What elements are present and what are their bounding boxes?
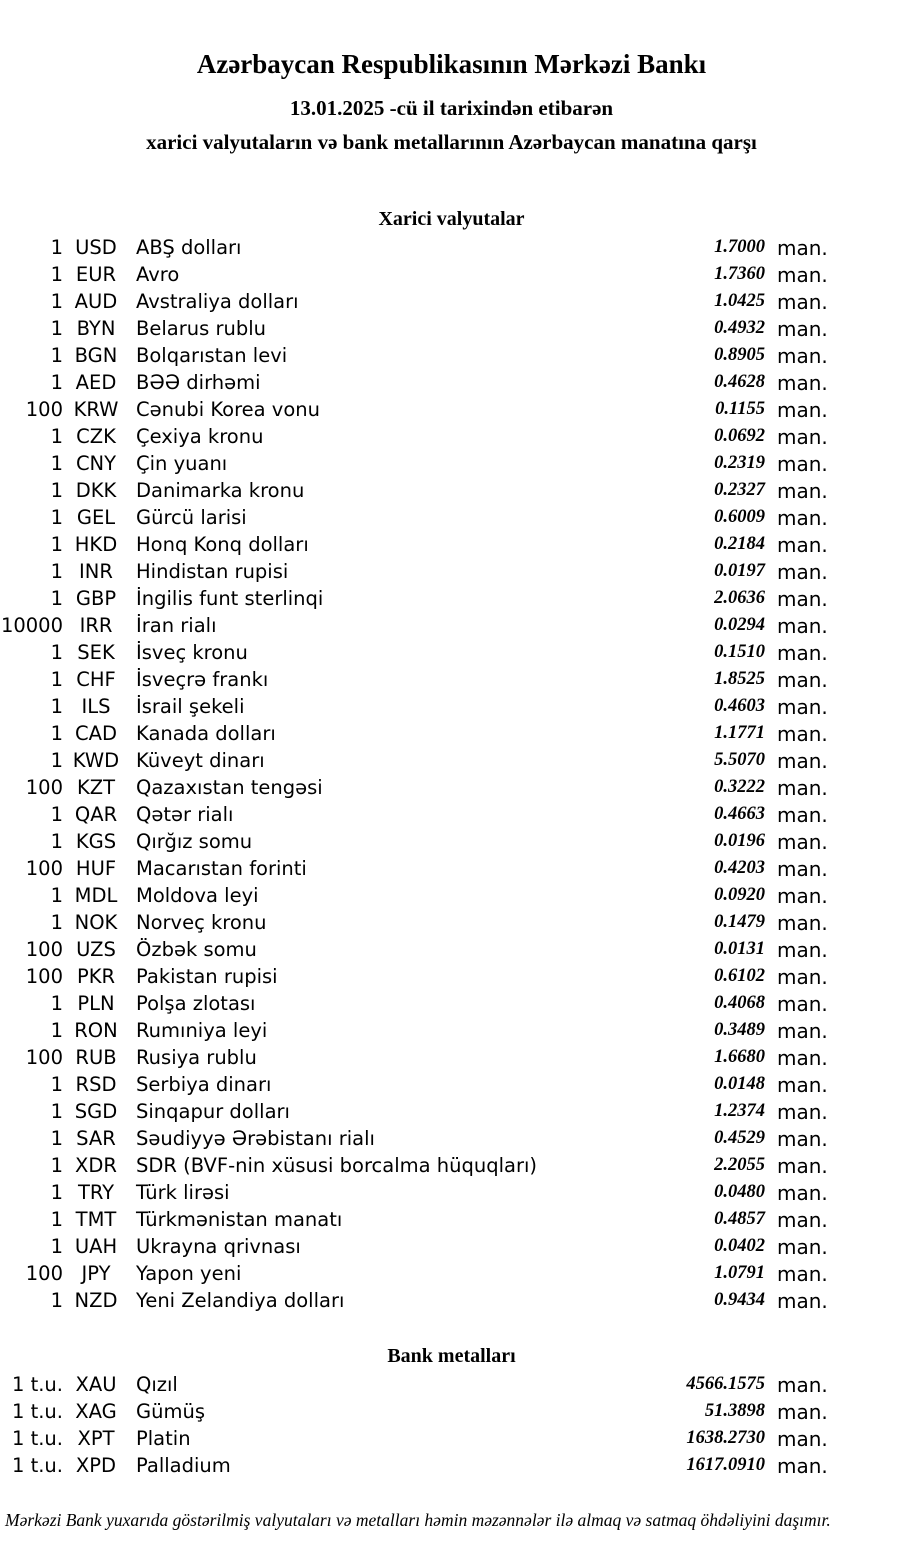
currency-quantity-cell: 1 (50, 560, 63, 583)
currency-rate-cell: 0.1510 (714, 642, 765, 662)
currency-unit-cell: man. (777, 397, 828, 422)
currency-row (0, 1179, 903, 1206)
metal-unit-cell: man. (777, 1372, 828, 1397)
currency-name-cell: Polşa zlotası (136, 992, 256, 1015)
currency-unit-cell: man. (777, 802, 828, 827)
currency-unit-cell: man. (777, 991, 828, 1016)
currency-name-cell: Cənubi Korea vonu (136, 398, 320, 421)
currency-name-cell: Norveç kronu (136, 911, 267, 934)
currency-code-cell: AUD (74, 290, 118, 313)
currency-unit-cell: man. (777, 613, 828, 638)
currency-quantity-cell: 1 (50, 911, 63, 934)
currency-rate-cell: 0.0480 (714, 1182, 765, 1202)
currency-rate-cell: 1.7360 (714, 264, 765, 284)
currency-unit-cell: man. (777, 910, 828, 935)
metal-name-cell: Gümüş (136, 1400, 205, 1423)
currency-row (0, 990, 903, 1017)
currency-code-cell: RUB (75, 1046, 117, 1069)
currency-rate-cell: 0.1479 (714, 912, 765, 932)
currency-code-cell: CAD (75, 722, 117, 745)
currency-unit-cell: man. (777, 721, 828, 746)
currency-quantity-cell: 1 (50, 695, 63, 718)
currency-code-cell: IRR (79, 614, 113, 637)
currency-name-cell: İngilis funt sterlinqi (136, 587, 324, 610)
currency-name-cell: Honq Konq dolları (136, 533, 309, 556)
currency-rate-cell: 2.2055 (714, 1155, 765, 1175)
currency-rate-cell: 2.0636 (714, 588, 765, 608)
currency-row (0, 720, 903, 747)
currency-quantity-cell: 1 (50, 263, 63, 286)
currency-name-cell: Hindistan rupisi (136, 560, 289, 583)
currency-quantity-cell: 1 (50, 1289, 63, 1312)
currency-quantity-cell: 1 (50, 1235, 63, 1258)
currency-row (0, 774, 903, 801)
currency-unit-cell: man. (777, 262, 828, 287)
currency-name-cell: Türkmənistan manatı (136, 1208, 343, 1231)
currency-row (0, 288, 903, 315)
currency-row (0, 963, 903, 990)
currency-quantity-cell: 100 (25, 857, 63, 880)
currency-code-cell: MDL (74, 884, 118, 907)
currency-code-cell: BGN (74, 344, 118, 367)
currency-unit-cell: man. (777, 343, 828, 368)
currency-name-cell: Avro (136, 263, 180, 286)
currency-quantity-cell: 1 (50, 884, 63, 907)
currency-name-cell: Avstraliya dolları (136, 290, 299, 313)
currency-rate-cell: 0.4529 (714, 1128, 765, 1148)
currency-quantity-cell: 1 (50, 1181, 63, 1204)
currency-quantity-cell: 100 (25, 965, 63, 988)
currency-row (0, 639, 903, 666)
currency-rate-cell: 1.0425 (714, 291, 765, 311)
currency-unit-cell: man. (777, 370, 828, 395)
currency-name-cell: Çin yuanı (136, 452, 228, 475)
currency-code-cell: KGS (75, 830, 117, 853)
currency-row (0, 1125, 903, 1152)
currency-rate-cell: 0.0131 (714, 939, 765, 959)
currency-row (0, 612, 903, 639)
currency-name-cell: Çexiya kronu (136, 425, 264, 448)
currency-code-cell: DKK (75, 479, 117, 502)
currency-code-cell: AED (75, 371, 117, 394)
currency-row (0, 666, 903, 693)
currency-quantity-cell: 1 (50, 317, 63, 340)
metal-rate-cell: 1617.0910 (686, 1455, 765, 1475)
currency-rate-cell: 0.2319 (714, 453, 765, 473)
currency-unit-cell: man. (777, 748, 828, 773)
currency-code-cell: XDR (75, 1154, 117, 1177)
currency-row (0, 801, 903, 828)
currency-code-cell: CNY (75, 452, 117, 475)
currency-row (0, 396, 903, 423)
currency-unit-cell: man. (777, 1180, 828, 1205)
currency-quantity-cell: 1 (50, 371, 63, 394)
currency-name-cell: BƏƏ dirhəmi (136, 371, 261, 394)
currency-rate-cell: 1.7000 (714, 237, 765, 257)
currency-unit-cell: man. (777, 856, 828, 881)
currency-unit-cell: man. (777, 1045, 828, 1070)
currency-code-cell: QAR (74, 803, 118, 826)
currencies-section-heading: Xarici valyutalar (378, 208, 525, 230)
currency-name-cell: İsveçrə frankı (136, 668, 269, 691)
currency-code-cell: CZK (76, 425, 116, 448)
currency-row (0, 882, 903, 909)
currency-row (0, 423, 903, 450)
currency-code-cell: KZT (76, 776, 116, 799)
metal-quantity-cell: 1 t.u. (11, 1373, 63, 1396)
currency-code-cell: ILS (81, 695, 111, 718)
currency-rate-cell: 0.2184 (714, 534, 765, 554)
currency-name-cell: İsrail şekeli (136, 695, 245, 718)
currency-quantity-cell: 100 (25, 938, 63, 961)
currency-quantity-cell: 1 (50, 803, 63, 826)
metal-unit-cell: man. (777, 1426, 828, 1451)
currency-rate-cell: 0.9434 (714, 1290, 765, 1310)
currency-quantity-cell: 1 (50, 506, 63, 529)
metal-rate-cell: 4566.1575 (686, 1374, 765, 1394)
currency-quantity-cell: 1 (50, 722, 63, 745)
currency-name-cell: Belarus rublu (136, 317, 267, 340)
currency-name-cell: Yapon yeni (136, 1262, 242, 1285)
currency-rate-cell: 0.4857 (714, 1209, 765, 1229)
currency-row (0, 936, 903, 963)
currency-quantity-cell: 1 (50, 830, 63, 853)
currency-quantity-cell: 100 (25, 398, 63, 421)
currency-rate-cell: 1.6680 (714, 1047, 765, 1067)
currency-unit-cell: man. (777, 1072, 828, 1097)
currency-quantity-cell: 1 (50, 452, 63, 475)
currency-row (0, 477, 903, 504)
currency-code-cell: GEL (76, 506, 116, 529)
currency-name-cell: Sinqapur dolları (136, 1100, 290, 1123)
currency-name-cell: Kanada dolları (136, 722, 276, 745)
metal-name-cell: Palladium (136, 1454, 231, 1477)
currency-rate-cell: 0.2327 (714, 480, 765, 500)
currency-name-cell: Qırğız somu (136, 830, 253, 853)
currency-rate-cell: 0.8905 (714, 345, 765, 365)
currency-unit-cell: man. (777, 586, 828, 611)
metal-row (0, 1398, 903, 1425)
currency-row (0, 747, 903, 774)
currency-quantity-cell: 1 (50, 290, 63, 313)
currency-code-cell: HUF (75, 857, 117, 880)
currency-quantity-cell: 1 (50, 1127, 63, 1150)
currency-code-cell: INR (79, 560, 113, 583)
currency-code-cell: USD (75, 236, 117, 259)
currency-quantity-cell: 1 (50, 641, 63, 664)
subtitle-scope: xarici valyutaların və bank metallarının Azərbaycan manatına qarşı (146, 130, 757, 154)
currency-rate-cell: 0.4068 (714, 993, 765, 1013)
currency-code-cell: KWD (72, 749, 120, 772)
currency-row (0, 909, 903, 936)
currency-row (0, 369, 903, 396)
currency-quantity-cell: 1 (50, 749, 63, 772)
currency-rate-cell: 1.8525 (714, 669, 765, 689)
currency-name-cell: Macarıstan forinti (136, 857, 307, 880)
currency-unit-cell: man. (777, 316, 828, 341)
currency-name-cell: Moldova leyi (136, 884, 259, 907)
currency-row (0, 1233, 903, 1260)
metal-row (0, 1371, 903, 1398)
currency-unit-cell: man. (777, 1153, 828, 1178)
currency-name-cell: SDR (BVF-nin xüsusi borcalma hüquqları) (136, 1154, 538, 1177)
metal-quantity-cell: 1 t.u. (11, 1427, 63, 1450)
currency-code-cell: SEK (77, 641, 115, 664)
currency-quantity-cell: 1 (50, 344, 63, 367)
currency-unit-cell: man. (777, 640, 828, 665)
currency-code-cell: JPY (81, 1262, 111, 1285)
currency-row (0, 1044, 903, 1071)
currency-rate-cell: 0.6009 (714, 507, 765, 527)
currency-code-cell: TRY (77, 1181, 115, 1204)
currency-code-cell: SGD (74, 1100, 118, 1123)
currency-name-cell: Qazaxıstan tengəsi (136, 776, 323, 799)
currency-rate-cell: 0.0197 (714, 561, 765, 581)
currency-row (0, 1071, 903, 1098)
metal-unit-cell: man. (777, 1399, 828, 1424)
currency-row (0, 1287, 903, 1314)
currency-rate-cell: 1.1771 (714, 723, 765, 743)
currency-name-cell: Bolqarıstan levi (136, 344, 288, 367)
currency-name-cell: Serbiya dinarı (136, 1073, 272, 1096)
currency-unit-cell: man. (777, 1261, 828, 1286)
currency-rate-cell: 0.4628 (714, 372, 765, 392)
currency-row (0, 693, 903, 720)
currency-unit-cell: man. (777, 1234, 828, 1259)
currency-unit-cell: man. (777, 694, 828, 719)
metal-unit-cell: man. (777, 1453, 828, 1478)
currency-name-cell: İsveç kronu (136, 641, 248, 664)
currency-code-cell: NOK (74, 911, 118, 934)
currency-unit-cell: man. (777, 964, 828, 989)
currency-row (0, 261, 903, 288)
currency-row (0, 315, 903, 342)
currency-code-cell: PLN (77, 992, 115, 1015)
metal-row (0, 1425, 903, 1452)
currency-quantity-cell: 1 (50, 1100, 63, 1123)
currency-quantity-cell: 100 (25, 776, 63, 799)
currency-code-cell: PKR (76, 965, 116, 988)
currency-code-cell: UAH (74, 1235, 118, 1258)
metal-code-cell: XPT (77, 1427, 115, 1450)
currency-quantity-cell: 1 (50, 1073, 63, 1096)
currency-rate-cell: 0.0196 (714, 831, 765, 851)
currency-quantity-cell: 1 (50, 587, 63, 610)
currency-unit-cell: man. (777, 559, 828, 584)
currency-code-cell: RON (74, 1019, 118, 1042)
currency-quantity-cell: 1 (50, 425, 63, 448)
currency-rate-cell: 1.2374 (714, 1101, 765, 1121)
header (0, 0, 903, 155)
currency-row (0, 828, 903, 855)
currency-unit-cell: man. (777, 1207, 828, 1232)
currency-rate-cell: 0.4603 (714, 696, 765, 716)
currency-quantity-cell: 100 (25, 1262, 63, 1285)
currency-rate-cell: 0.4932 (714, 318, 765, 338)
currency-code-cell: UZS (76, 938, 116, 961)
currency-row (0, 531, 903, 558)
metal-rate-cell: 1638.2730 (686, 1428, 765, 1448)
currency-row (0, 1260, 903, 1287)
currency-unit-cell: man. (777, 451, 828, 476)
currency-quantity-cell: 1 (50, 533, 63, 556)
currency-name-cell: Gürcü larisi (136, 506, 247, 529)
metal-name-cell: Platin (136, 1427, 191, 1450)
currency-name-cell: Pakistan rupisi (136, 965, 278, 988)
currency-code-cell: KRW (73, 398, 119, 421)
metal-rate-cell: 51.3898 (704, 1401, 765, 1421)
currency-rate-cell: 1.0791 (714, 1263, 765, 1283)
currency-row (0, 342, 903, 369)
currency-unit-cell: man. (777, 289, 828, 314)
currency-unit-cell: man. (777, 505, 828, 530)
currency-name-cell: Ukrayna qrivnası (136, 1235, 301, 1258)
currency-quantity-cell: 1 (50, 668, 63, 691)
footer-note: Mərkəzi Bank yuxarıda göstərilmiş valyutaları və metalları həmin məzənnələr ilə almaq və satmaq öhdəliyini daşımır. (5, 1510, 831, 1530)
metal-code-cell: XPD (75, 1454, 117, 1477)
currency-row (0, 558, 903, 585)
currency-row (0, 504, 903, 531)
currency-name-cell: Rumıniya leyi (136, 1019, 268, 1042)
currency-code-cell: RSD (75, 1073, 117, 1096)
currency-rate-cell: 0.0920 (714, 885, 765, 905)
currency-rate-cell: 0.0148 (714, 1074, 765, 1094)
currency-row (0, 1017, 903, 1044)
currency-unit-cell: man. (777, 532, 828, 557)
currency-name-cell: Rusiya rublu (136, 1046, 257, 1069)
currency-row (0, 234, 903, 261)
currency-code-cell: EUR (75, 263, 117, 286)
currency-rate-cell: 0.0692 (714, 426, 765, 446)
currency-quantity-cell: 1 (50, 1019, 63, 1042)
currency-unit-cell: man. (777, 775, 828, 800)
currency-unit-cell: man. (777, 937, 828, 962)
currency-row (0, 855, 903, 882)
subtitle-date: 13.01.2025 -cü il tarixindən etibarən (289, 96, 614, 120)
metal-code-cell: XAU (75, 1373, 117, 1396)
currency-name-cell: Yeni Zelandiya dolları (136, 1289, 345, 1312)
currency-code-cell: CHF (76, 668, 116, 691)
currency-unit-cell: man. (777, 1099, 828, 1124)
currency-name-cell: Səudiyyə Ərəbistanı rialı (136, 1127, 375, 1150)
currency-unit-cell: man. (777, 883, 828, 908)
currency-row (0, 450, 903, 477)
metal-quantity-cell: 1 t.u. (11, 1400, 63, 1423)
currency-code-cell: NZD (74, 1289, 118, 1312)
currency-rate-cell: 5.5070 (714, 750, 765, 770)
currency-name-cell: Küveyt dinarı (136, 749, 265, 772)
currency-unit-cell: man. (777, 1018, 828, 1043)
currency-code-cell: BYN (76, 317, 116, 340)
currency-unit-cell: man. (777, 1288, 828, 1313)
currency-rate-cell: 0.3222 (714, 777, 765, 797)
currency-quantity-cell: 1 (50, 1208, 63, 1231)
currency-row (0, 585, 903, 612)
currency-code-cell: HKD (74, 533, 118, 556)
currency-row (0, 1152, 903, 1179)
currency-unit-cell: man. (777, 235, 828, 260)
metals-table (0, 1371, 903, 1479)
metal-quantity-cell: 1 t.u. (11, 1454, 63, 1477)
currency-unit-cell: man. (777, 829, 828, 854)
currency-unit-cell: man. (777, 667, 828, 692)
metal-row (0, 1452, 903, 1479)
currency-name-cell: Özbək somu (136, 938, 257, 961)
currency-rate-cell: 0.0294 (714, 615, 765, 635)
currency-unit-cell: man. (777, 478, 828, 503)
currencies-table (0, 234, 903, 1314)
currency-quantity-cell: 1 (50, 479, 63, 502)
metal-name-cell: Qızıl (136, 1373, 178, 1396)
page-title: Azərbaycan Respublikasının Mərkəzi Bankı (196, 49, 707, 79)
currency-code-cell: TMT (75, 1208, 117, 1231)
currency-rate-cell: 0.6102 (714, 966, 765, 986)
currency-rate-cell: 0.3489 (714, 1020, 765, 1040)
currency-name-cell: İran rialı (136, 614, 217, 637)
currency-code-cell: SAR (76, 1127, 116, 1150)
currency-name-cell: Danimarka kronu (136, 479, 305, 502)
currency-rate-cell: 0.4663 (714, 804, 765, 824)
currency-quantity-cell: 100 (25, 1046, 63, 1069)
currency-row (0, 1206, 903, 1233)
metal-code-cell: XAG (75, 1400, 117, 1423)
currency-name-cell: Türk lirəsi (136, 1181, 230, 1204)
currency-unit-cell: man. (777, 424, 828, 449)
metals-section-heading: Bank metalları (387, 1345, 516, 1367)
currency-row (0, 1098, 903, 1125)
currency-code-cell: GBP (75, 587, 117, 610)
currency-rate-cell: 0.1155 (715, 399, 765, 419)
currency-quantity-cell: 1 (50, 992, 63, 1015)
currency-quantity-cell: 10000 (0, 614, 63, 637)
currency-name-cell: ABŞ dolları (136, 236, 242, 259)
currency-quantity-cell: 1 (50, 1154, 63, 1177)
currency-quantity-cell: 1 (50, 236, 63, 259)
currency-rate-cell: 0.4203 (714, 858, 765, 878)
currency-unit-cell: man. (777, 1126, 828, 1151)
currency-name-cell: Qətər rialı (136, 803, 234, 826)
currency-rate-cell: 0.0402 (714, 1236, 765, 1256)
